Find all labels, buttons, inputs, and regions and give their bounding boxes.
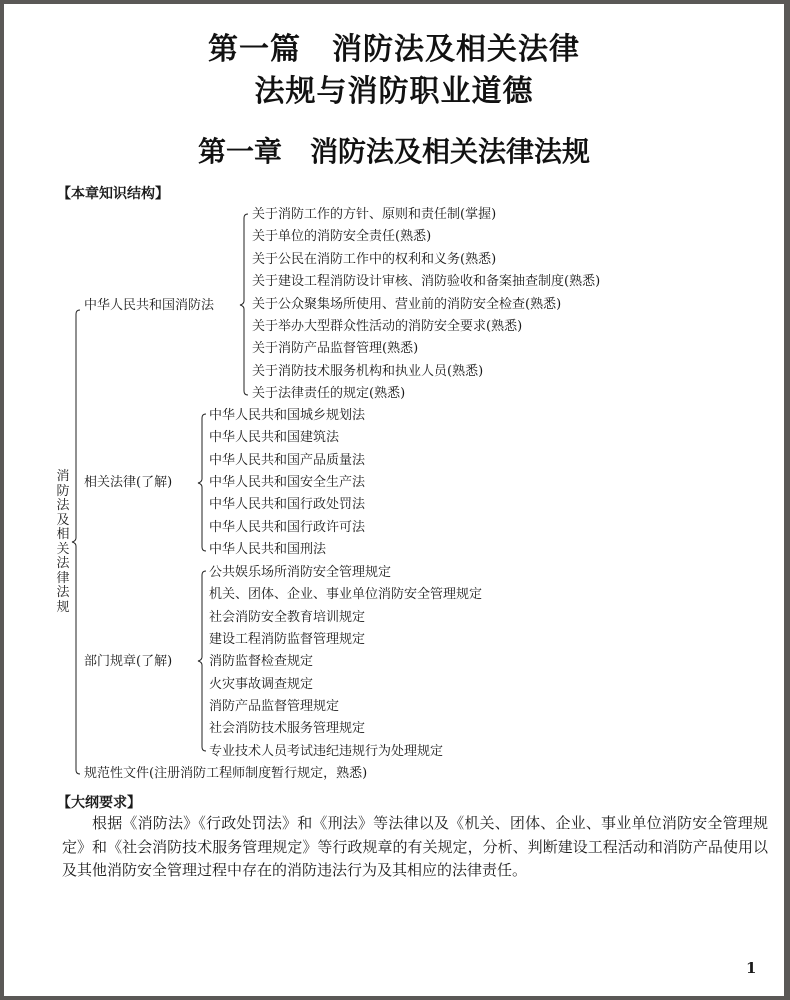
branch-1-bracket — [240, 214, 248, 395]
branch-label-normative-documents: 规范性文件(注册消防工程师制度暂行规定，熟悉) — [84, 766, 368, 781]
branch-3-bracket — [198, 571, 206, 751]
part-title-line-1: 第一篇 消防法及相关法律 — [208, 32, 580, 67]
list-item: 消防监督检查规定 — [209, 654, 314, 669]
list-item: 中华人民共和国行政许可法 — [209, 520, 366, 535]
branch-label-dept-regulations: 部门规章(了解) — [84, 654, 173, 669]
list-item: 关于消防技术服务机构和执业人员(熟悉) — [252, 364, 484, 379]
list-item: 中华人民共和国城乡规划法 — [209, 408, 366, 423]
list-item: 关于公众聚集场所使用、营业前的消防安全检查(熟悉) — [252, 297, 562, 312]
list-item: 专业技术人员考试违纪违规行为处理规定 — [209, 744, 444, 759]
branch-label-fire-law: 中华人民共和国消防法 — [84, 298, 215, 313]
list-item: 关于消防工作的方针、原则和责任制(掌握) — [252, 207, 497, 222]
branch-label-related-laws: 相关法律(了解) — [84, 475, 173, 490]
list-item: 关于消防产品监督管理(熟悉) — [252, 341, 419, 356]
list-item: 中华人民共和国行政处罚法 — [209, 497, 366, 512]
list-item: 关于法律责任的规定(熟悉) — [252, 386, 406, 401]
root-bracket — [72, 310, 80, 774]
knowledge-structure-heading: 【本章知识结构】 — [57, 186, 169, 202]
list-item: 中华人民共和国建筑法 — [209, 430, 340, 445]
list-item: 机关、团体、企业、事业单位消防安全管理规定 — [209, 587, 483, 602]
page-number: 1 — [746, 959, 757, 977]
list-item: 公共娱乐场所消防安全管理规定 — [209, 565, 392, 580]
list-item: 社会消防安全教育培训规定 — [209, 610, 366, 625]
list-item: 消防产品监督管理规定 — [209, 699, 340, 714]
document-page — [4, 4, 784, 996]
part-title-line-2: 法规与消防职业道德 — [254, 74, 534, 109]
list-item: 建设工程消防监督管理规定 — [209, 632, 366, 647]
root-label: 消防法及相关法律法规 — [56, 469, 70, 615]
list-item: 中华人民共和国产品质量法 — [209, 453, 366, 468]
list-item: 中华人民共和国安全生产法 — [209, 475, 366, 490]
list-item: 火灾事故调查规定 — [209, 677, 314, 692]
list-item: 中华人民共和国刑法 — [209, 542, 327, 557]
list-item: 关于公民在消防工作中的权利和义务(熟悉) — [252, 252, 497, 267]
chapter-title: 第一章 消防法及相关法律法规 — [197, 135, 590, 168]
list-item: 关于建设工程消防设计审核、消防验收和备案抽查制度(熟悉) — [252, 274, 601, 289]
syllabus-heading: 【大纲要求】 — [57, 795, 141, 811]
list-item: 关于举办大型群众性活动的消防安全要求(熟悉) — [252, 319, 523, 334]
list-item: 社会消防技术服务管理规定 — [209, 721, 366, 736]
branch-2-bracket — [198, 414, 206, 551]
syllabus-paragraph: 根据《消防法》《行政处罚法》和《刑法》等法律以及《机关、团体、企业、事业单位消防安全管理规定》和《社会消防技术服务管理规定》等行政规章的有关规定，分析、判断建设工程活动和消防产品使用以及其他消防安全管理过程中存在的消防违法行为及其相应的法律责任。 — [62, 814, 768, 879]
list-item: 关于单位的消防安全责任(熟悉) — [252, 229, 432, 244]
